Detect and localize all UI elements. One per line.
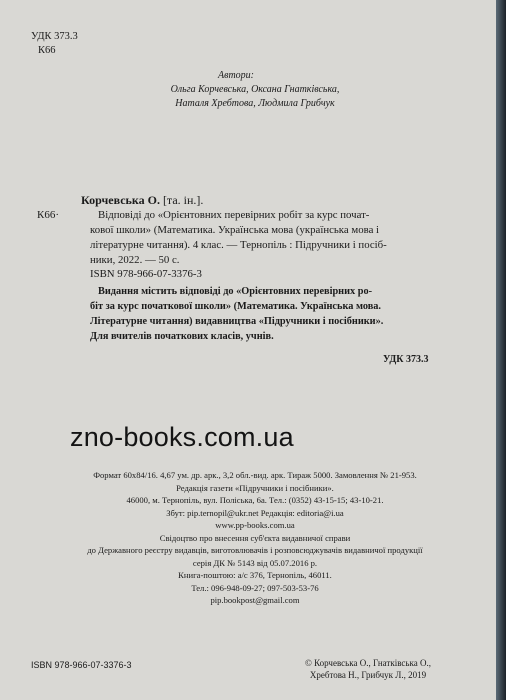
main-author-name: Корчевська О. bbox=[81, 193, 160, 207]
udk-code-right: УДК 373.3 bbox=[383, 354, 429, 365]
udk-code-block bbox=[31, 30, 78, 58]
target-readers: Для вчителів початкових класів, учнів. bbox=[90, 331, 274, 342]
imprint-line: Свідоцтво про внесення суб'єкта видавничої справи bbox=[159, 532, 351, 543]
imprint-line: pip.bookpost@gmail.com bbox=[210, 595, 300, 605]
imprint-line: Редакція газети «Підручники і посібники». bbox=[176, 482, 334, 493]
imprint-line: 46000, м. Тернопіль, вул. Поліська, 6а. Тел.: (0352) 43-15-15; 43-10-21. bbox=[126, 495, 384, 505]
author-mark: К66 bbox=[38, 45, 56, 56]
authors-line: Наталя Хребтова, Людмила Грибчук bbox=[175, 97, 335, 109]
main-author-suffix: [та. ін.]. bbox=[159, 193, 204, 207]
copyright-block bbox=[305, 657, 431, 681]
authors-list bbox=[100, 83, 410, 110]
copyright-line: Хребтова Н., Грибчук Л., 2019 bbox=[309, 670, 427, 680]
imprint-line: Збут: pip.ternopil@ukr.net Редакція: editoria@i.ua bbox=[166, 507, 344, 518]
imprint-line: до Державного реєстру видавців, виготовлювачів і розповсюджувачів видавничої продукції bbox=[87, 545, 423, 555]
main-author-heading bbox=[81, 193, 203, 208]
description-line: ники, 2022. — 50 с. bbox=[90, 254, 180, 266]
copyright-line: © Корчевська О., Гнатківська О., bbox=[305, 658, 431, 668]
annotation bbox=[90, 284, 438, 329]
description-line: літературне читання). 4 клас. — Тернопіль : Підручники і посіб- bbox=[90, 239, 387, 251]
authors-label: Автори: bbox=[218, 70, 255, 81]
author-mark-side: К66· bbox=[37, 209, 59, 221]
imprint-line: серія ДК № 5143 від 05.07.2016 р. bbox=[192, 557, 318, 568]
annotation-line: Літературне читання) видавництва «Підручники і посібники». bbox=[90, 316, 384, 327]
imprint-line: Тел.: 096-948-09-27; 097-503-53-76 bbox=[191, 582, 319, 593]
bibliographic-description bbox=[90, 208, 430, 268]
authors-line: Ольга Корчевська, Оксана Гнатківська, bbox=[170, 84, 340, 95]
imprint-line: Книга-поштою: а/с 376, Тернопіль, 46011. bbox=[178, 570, 332, 580]
annotation-line: Видання містить відповіді до «Орієнтовних перевірних ро- bbox=[98, 286, 373, 297]
watermark-text: zno-books.com.ua bbox=[70, 422, 294, 452]
description-line: кової школи» (Математика. Українська мова (українська мова і bbox=[90, 224, 380, 236]
annotation-line: біт за курс початкової школи» (Математика. Українська мова. bbox=[90, 301, 381, 312]
imprint-block bbox=[40, 469, 470, 607]
isbn-bottom: ISBN 978-966-07-3376-3 bbox=[31, 660, 132, 670]
udk-code: УДК 373.3 bbox=[31, 31, 78, 42]
imprint-line: www.pp-books.com.ua bbox=[215, 520, 295, 530]
isbn-main: ISBN 978-966-07-3376-3 bbox=[90, 268, 202, 280]
page-edge-shadow bbox=[496, 0, 506, 700]
description-line: Відповіді до «Орієнтовних перевірних робіт за курс почат- bbox=[98, 209, 370, 221]
imprint-line: Формат 60х84/16. 4,67 ум. др. арк., 3,2 обл.-вид. арк. Тираж 5000. Замовлення № 21-953. bbox=[93, 470, 417, 480]
